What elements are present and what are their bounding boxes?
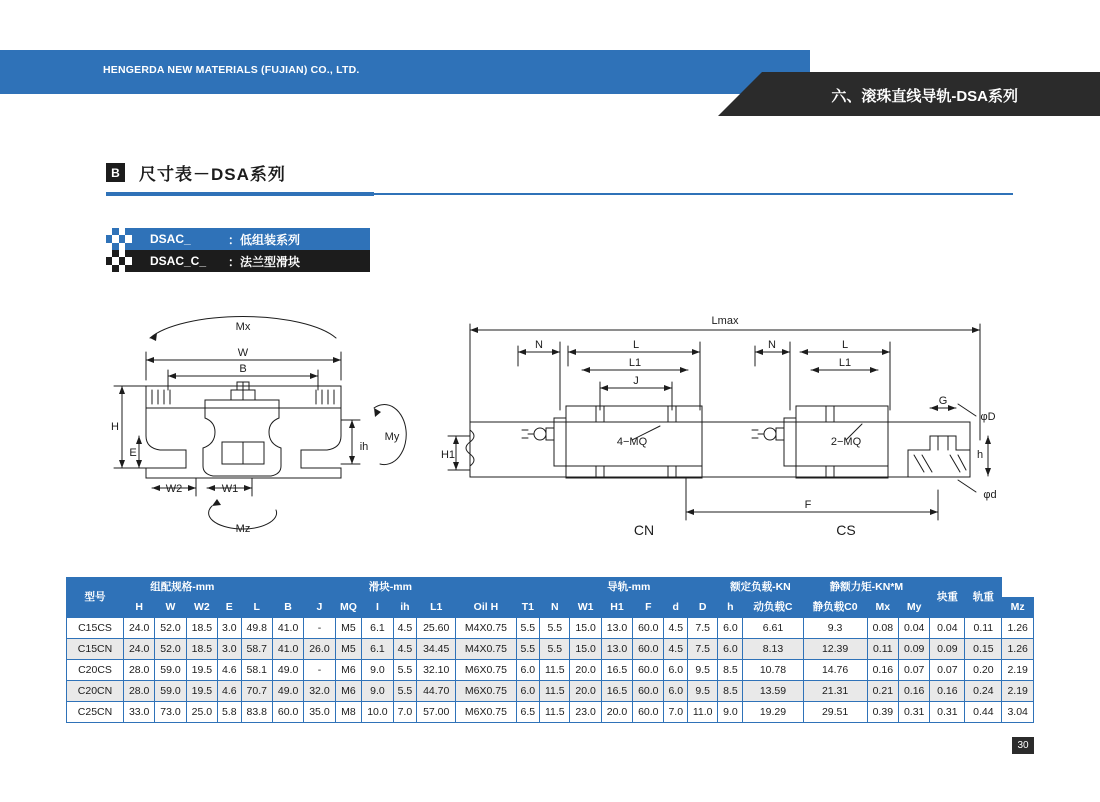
cell-W: 52.0 xyxy=(155,639,186,660)
th-model: 型号 xyxy=(67,578,124,618)
cell-I: 6.1 xyxy=(362,639,393,660)
th-group-assembly: 组配规格-mm xyxy=(124,578,242,598)
label-b: B xyxy=(239,363,247,375)
legend-desc: ：法兰型滑块 xyxy=(228,254,301,269)
th-rail-weight: 轨重 xyxy=(965,578,1002,618)
cell-N: 11.5 xyxy=(540,702,570,723)
cell-L1: 34.45 xyxy=(417,639,456,660)
legend-code: DSAC_ xyxy=(150,232,191,246)
cell-Mz: 0.07 xyxy=(930,660,965,681)
cell-Oil H: M4X0.75 xyxy=(456,639,516,660)
cell-model: C20CS xyxy=(67,660,124,681)
cell-T1: 6.5 xyxy=(516,702,540,723)
cell-Kg/M: 1.26 xyxy=(1002,618,1034,639)
label-e: E xyxy=(129,447,137,459)
cell-W: 52.0 xyxy=(155,618,186,639)
th-col-MQ: MQ xyxy=(335,598,362,618)
th-col-W2: W2 xyxy=(186,598,217,618)
th-col-F: F xyxy=(633,598,664,618)
th-col-N: N xyxy=(540,598,570,618)
label-w1: W1 xyxy=(221,483,239,495)
cell-Kg/M: 1.26 xyxy=(1002,639,1034,660)
cell-ih: 4.5 xyxy=(393,639,417,660)
label-w: W xyxy=(237,347,249,359)
th-col-My: My xyxy=(898,598,929,618)
cell-B: 41.0 xyxy=(272,618,303,639)
th-col-B: B xyxy=(272,598,303,618)
section-badge: B xyxy=(106,163,125,182)
section-rule-thick xyxy=(106,192,374,196)
th-col-Mx: Mx xyxy=(867,598,898,618)
cell-T1: 6.0 xyxy=(516,660,540,681)
table-row xyxy=(67,618,1034,639)
cell-h: 8.5 xyxy=(718,681,743,702)
cell-Oil H: M4X0.75 xyxy=(456,618,516,639)
cell-E: 3.0 xyxy=(218,639,242,660)
label-h1: H1 xyxy=(440,449,456,461)
cell-Kg: 0.24 xyxy=(965,681,1002,702)
label-l-2: L xyxy=(841,339,849,351)
cell-D: 9.5 xyxy=(688,660,718,681)
cell-Mz: 0.09 xyxy=(930,639,965,660)
th-col-d: d xyxy=(664,598,688,618)
cell-H: 24.0 xyxy=(124,618,155,639)
view-label-cn: CN xyxy=(633,522,655,538)
cell-d: 7.0 xyxy=(664,702,688,723)
cell-L: 83.8 xyxy=(241,702,272,723)
cell-动负载C: 10.78 xyxy=(743,660,803,681)
cell-My: 0.16 xyxy=(898,681,929,702)
cell-I: 9.0 xyxy=(362,660,393,681)
label-phi-d-big: φD xyxy=(980,411,996,423)
checker-icon xyxy=(106,228,132,250)
cell-D: 7.5 xyxy=(688,639,718,660)
label-l1-1: L1 xyxy=(628,357,642,369)
cell-I: 10.0 xyxy=(362,702,393,723)
table-row xyxy=(67,639,1034,660)
th-col-H: H xyxy=(124,598,155,618)
dimension-table xyxy=(66,577,1034,723)
cell-H1: 16.5 xyxy=(601,681,632,702)
cell-L1: 57.00 xyxy=(417,702,456,723)
drawing-svg xyxy=(0,290,1100,560)
label-mz: Mz xyxy=(235,523,251,535)
cell-ih: 5.5 xyxy=(393,681,417,702)
cell-H1: 20.0 xyxy=(601,702,632,723)
dimension-table-wrap xyxy=(66,577,1034,723)
label-lmax: Lmax xyxy=(711,315,739,327)
th-col-OilH: Oil H xyxy=(456,598,516,618)
cell-MQ: M5 xyxy=(335,618,362,639)
cell-h: 9.0 xyxy=(718,702,743,723)
cell-W1: 20.0 xyxy=(570,681,601,702)
cell-动负载C: 8.13 xyxy=(743,639,803,660)
cell-MQ: M5 xyxy=(335,639,362,660)
legend-row-flange xyxy=(106,250,370,272)
label-h: H xyxy=(111,421,119,433)
cell-W: 59.0 xyxy=(155,681,186,702)
cell-B: 49.0 xyxy=(272,660,303,681)
th-col-L: L xyxy=(241,598,272,618)
cell-I: 6.1 xyxy=(362,618,393,639)
section-title: 尺寸表－DSA系列 xyxy=(139,165,286,184)
page-header xyxy=(0,50,1100,105)
th-group-rated-load: 额定负载-KN xyxy=(718,578,803,598)
cell-L1: 32.10 xyxy=(417,660,456,681)
cell-Mx: 0.39 xyxy=(867,702,898,723)
cell-F: 60.0 xyxy=(633,681,664,702)
th-col-ih: ih xyxy=(393,598,417,618)
cell-动负载C: 19.29 xyxy=(743,702,803,723)
cell-Oil H: M6X0.75 xyxy=(456,660,516,681)
cell-W2: 19.5 xyxy=(186,660,217,681)
cell-Mx: 0.08 xyxy=(867,618,898,639)
cell-Kg/M: 2.19 xyxy=(1002,660,1034,681)
cell-静负载C0: 21.31 xyxy=(803,681,867,702)
th-col-I: I xyxy=(362,598,393,618)
cell-B: 60.0 xyxy=(272,702,303,723)
cell-N: 11.5 xyxy=(540,660,570,681)
cell-W2: 18.5 xyxy=(186,639,217,660)
table-row xyxy=(67,702,1034,723)
th-col-static-load: 静负载C0 xyxy=(803,598,867,618)
cell-ih: 5.5 xyxy=(393,660,417,681)
cell-L: 58.7 xyxy=(241,639,272,660)
table-body xyxy=(67,618,1034,723)
cell-H: 28.0 xyxy=(124,681,155,702)
cell-W: 59.0 xyxy=(155,660,186,681)
page-number: 30 xyxy=(1012,737,1034,754)
cell-My: 0.31 xyxy=(898,702,929,723)
cell-Mx: 0.16 xyxy=(867,660,898,681)
label-f: F xyxy=(804,499,812,511)
label-my: My xyxy=(384,431,400,443)
cell-B: 41.0 xyxy=(272,639,303,660)
cell-model: C15CS xyxy=(67,618,124,639)
th-group-static-moment: 静额力矩-KN*M xyxy=(803,578,930,598)
cell-MQ: M6 xyxy=(335,681,362,702)
cell-静负载C0: 9.3 xyxy=(803,618,867,639)
legend-row-low-profile xyxy=(106,228,370,250)
cell-静负载C0: 29.51 xyxy=(803,702,867,723)
cell-h: 6.0 xyxy=(718,618,743,639)
cell-F: 60.0 xyxy=(633,639,664,660)
th-col-H1: H1 xyxy=(601,598,632,618)
cell-静负载C0: 12.39 xyxy=(803,639,867,660)
table-group-header-row xyxy=(67,578,1034,598)
cell-J: 32.0 xyxy=(304,681,335,702)
table-head xyxy=(67,578,1034,618)
cell-W1: 15.0 xyxy=(570,618,601,639)
cell-model: C15CN xyxy=(67,639,124,660)
cell-W: 73.0 xyxy=(155,702,186,723)
cell-Kg/M: 3.04 xyxy=(1002,702,1034,723)
cell-Kg: 0.15 xyxy=(965,639,1002,660)
cell-Kg: 0.44 xyxy=(965,702,1002,723)
cell-L1: 44.70 xyxy=(417,681,456,702)
company-name: HENGERDA NEW MATERIALS (FUJIAN) CO., LTD. xyxy=(103,64,360,76)
cell-Mz: 0.04 xyxy=(930,618,965,639)
cell-Oil H: M6X0.75 xyxy=(456,681,516,702)
th-col-L1: L1 xyxy=(417,598,456,618)
cell-D: 7.5 xyxy=(688,618,718,639)
table-column-header-row xyxy=(67,598,1034,618)
cell-W2: 18.5 xyxy=(186,618,217,639)
cell-Mx: 0.21 xyxy=(867,681,898,702)
cell-W1: 20.0 xyxy=(570,660,601,681)
cell-H1: 13.0 xyxy=(601,618,632,639)
th-group-block: 滑块-mm xyxy=(241,578,540,598)
cell-W1: 23.0 xyxy=(570,702,601,723)
cell-My: 0.09 xyxy=(898,639,929,660)
th-col-W1: W1 xyxy=(570,598,601,618)
label-h-small: h xyxy=(976,449,984,461)
cell-ih: 4.5 xyxy=(393,618,417,639)
label-n-2: N xyxy=(768,339,776,351)
technical-drawings xyxy=(0,290,1100,560)
cell-h: 8.5 xyxy=(718,660,743,681)
cell-Oil H: M6X0.75 xyxy=(456,702,516,723)
label-g: G xyxy=(938,395,948,407)
cell-H1: 13.0 xyxy=(601,639,632,660)
label-w2: W2 xyxy=(165,483,183,495)
cell-E: 3.0 xyxy=(218,618,242,639)
cell-W2: 19.5 xyxy=(186,681,217,702)
th-col-Mz: Mz xyxy=(1002,598,1034,618)
th-col-E: E xyxy=(218,598,242,618)
label-mx: Mx xyxy=(235,321,251,333)
cell-Kg: 0.11 xyxy=(965,618,1002,639)
label-phi-d-small: φd xyxy=(983,489,997,501)
cell-动负载C: 13.59 xyxy=(743,681,803,702)
cell-T1: 5.5 xyxy=(516,618,540,639)
cell-L: 58.1 xyxy=(241,660,272,681)
section-heading xyxy=(106,160,286,185)
cell-Kg: 0.20 xyxy=(965,660,1002,681)
cell-My: 0.07 xyxy=(898,660,929,681)
cell-W1: 15.0 xyxy=(570,639,601,660)
cell-H: 24.0 xyxy=(124,639,155,660)
label-j: J xyxy=(633,375,639,387)
cell-d: 6.0 xyxy=(664,660,688,681)
cell-N: 5.5 xyxy=(540,639,570,660)
table-row xyxy=(67,660,1034,681)
cell-W2: 25.0 xyxy=(186,702,217,723)
table-row xyxy=(67,681,1034,702)
label-ih: ih xyxy=(359,441,369,453)
cell-I: 9.0 xyxy=(362,681,393,702)
cell-N: 5.5 xyxy=(540,618,570,639)
label-l-1: L xyxy=(632,339,640,351)
header-title: 六、滚珠直线导轨-DSA系列 xyxy=(831,88,1018,105)
cell-Mx: 0.11 xyxy=(867,639,898,660)
cell-Kg/M: 2.19 xyxy=(1002,681,1034,702)
cell-B: 49.0 xyxy=(272,681,303,702)
cell-Mz: 0.31 xyxy=(930,702,965,723)
cell-J: - xyxy=(304,660,335,681)
label-4-mq: 4−MQ xyxy=(616,436,648,448)
label-2-mq: 2−MQ xyxy=(830,436,862,448)
cell-J: - xyxy=(304,618,335,639)
cell-D: 11.0 xyxy=(688,702,718,723)
th-col-h: h xyxy=(718,598,743,618)
legend-code: DSAC_C_ xyxy=(150,254,207,268)
cell-d: 4.5 xyxy=(664,639,688,660)
cell-F: 60.0 xyxy=(633,618,664,639)
cell-H: 28.0 xyxy=(124,660,155,681)
cell-L: 70.7 xyxy=(241,681,272,702)
label-n-1: N xyxy=(535,339,543,351)
th-col-dynamic-load: 动负载C xyxy=(743,598,803,618)
legend-desc: ：低组装系列 xyxy=(228,232,301,247)
cell-model: C20CN xyxy=(67,681,124,702)
view-label-cs: CS xyxy=(836,522,856,538)
cell-ih: 7.0 xyxy=(393,702,417,723)
checker-icon xyxy=(106,250,132,272)
cell-F: 60.0 xyxy=(633,702,664,723)
cell-D: 9.5 xyxy=(688,681,718,702)
cell-d: 6.0 xyxy=(664,681,688,702)
cell-h: 6.0 xyxy=(718,639,743,660)
cell-E: 4.6 xyxy=(218,681,242,702)
cell-model: C25CN xyxy=(67,702,124,723)
cell-N: 11.5 xyxy=(540,681,570,702)
series-legend xyxy=(106,228,370,272)
cell-H1: 16.5 xyxy=(601,660,632,681)
th-col-J: J xyxy=(304,598,335,618)
cell-H: 33.0 xyxy=(124,702,155,723)
cell-Mz: 0.16 xyxy=(930,681,965,702)
th-group-rail: 导轨-mm xyxy=(540,578,718,598)
cell-L: 49.8 xyxy=(241,618,272,639)
th-col-W: W xyxy=(155,598,186,618)
cell-J: 26.0 xyxy=(304,639,335,660)
cell-T1: 6.0 xyxy=(516,681,540,702)
label-l1-2: L1 xyxy=(838,357,852,369)
cell-L1: 25.60 xyxy=(417,618,456,639)
cell-E: 5.8 xyxy=(218,702,242,723)
cell-动负载C: 6.61 xyxy=(743,618,803,639)
cell-静负载C0: 14.76 xyxy=(803,660,867,681)
th-col-T1: T1 xyxy=(516,598,540,618)
cell-MQ: M8 xyxy=(335,702,362,723)
th-block-weight: 块重 xyxy=(930,578,965,618)
cell-J: 35.0 xyxy=(304,702,335,723)
section-rule-thin xyxy=(374,193,1013,195)
cell-d: 4.5 xyxy=(664,618,688,639)
cell-E: 4.6 xyxy=(218,660,242,681)
cell-F: 60.0 xyxy=(633,660,664,681)
th-col-D: D xyxy=(688,598,718,618)
cell-T1: 5.5 xyxy=(516,639,540,660)
cell-My: 0.04 xyxy=(898,618,929,639)
cell-MQ: M6 xyxy=(335,660,362,681)
